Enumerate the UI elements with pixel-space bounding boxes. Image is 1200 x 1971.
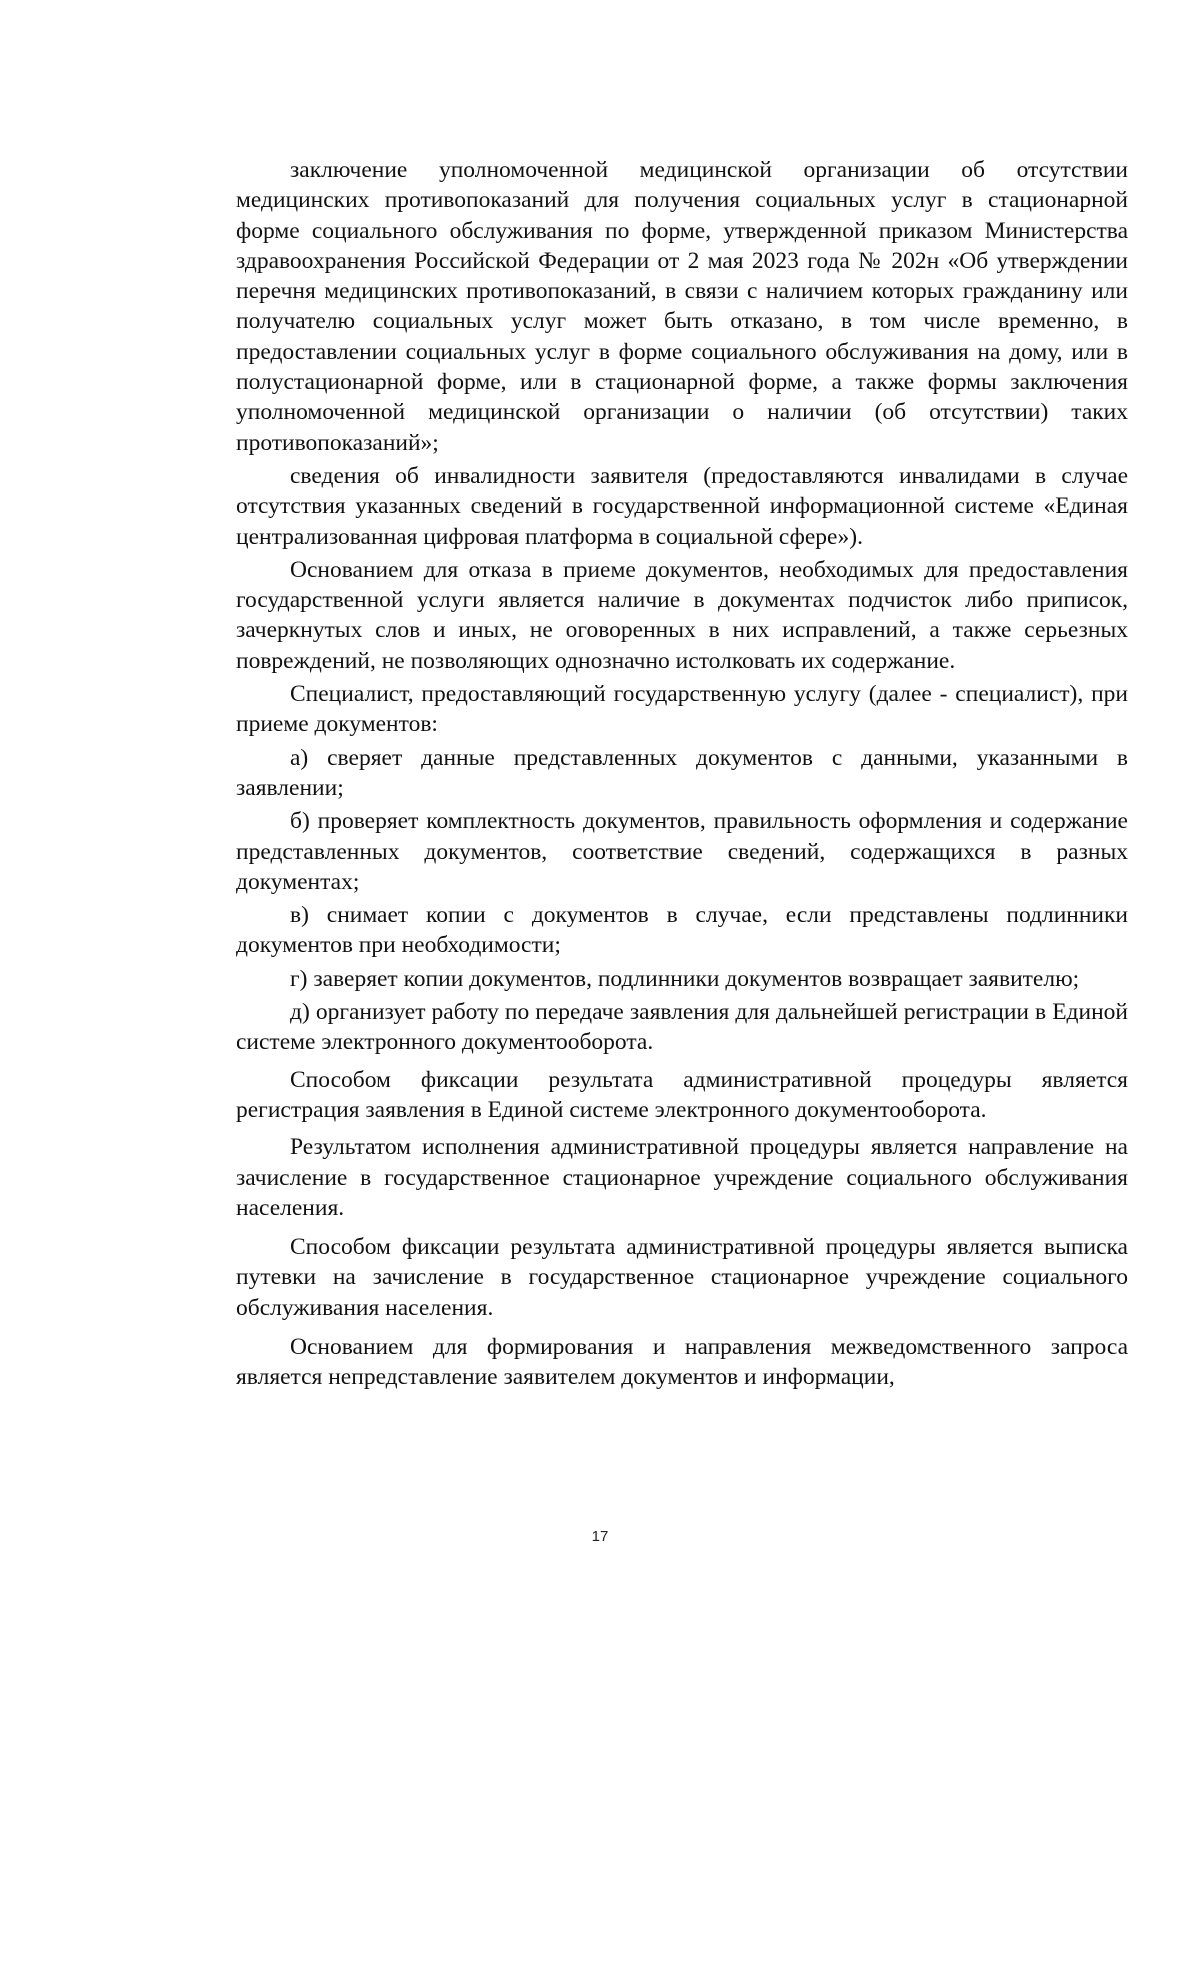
list-item-d: г) заверяет копии документов, подлинники документов возвращает заявителю; xyxy=(290,965,1080,992)
list-item-c: в) снимает копии с документов в случае, если представлены подлинники документов при необходимости; xyxy=(236,902,1128,959)
document-body xyxy=(236,155,1128,1393)
paragraph-interagency-request: Основанием для формирования и направления межведомственного запроса является непредставление заявителем документов и информации, xyxy=(236,1333,1128,1391)
paragraph-procedure-result: Результатом исполнения административной процедуры является направление на зачисление в государственное стационарное учреждение социального обслуживания населения. xyxy=(236,1134,1128,1221)
paragraph-registration-method: Способом фиксации результата административной процедуры является регистрация заявления в Единой системе электронного документооборота. xyxy=(236,1066,1128,1123)
paragraph-medical-conclusion: заключение уполномоченной медицинской организации об отсутствии медицинских противопоказаний для получения социальных услуг в стационарной форме социального обслуживания по форме, утвержденной приказом Министерства здравоохранения Российской Федерации от 2 мая 2023 года № 202н «Об утверждении перечня медицинских противопоказаний, в связи с наличием которых гражданину или получателю социальных услуг может быть отказано, в том числе временно, в предоставлении социальных услуг в форме социального обслуживания на дому, или в полустационарной форме, или в стационарной форме, а также формы заключения уполномоченной медицинской организации о наличии (об отсутствии) таких противопоказаний»; xyxy=(236,157,1128,456)
list-item-a: а) сверяет данные представленных документов с данными, указанными в заявлении; xyxy=(236,744,1128,801)
paragraph-refusal-grounds: Основанием для отказа в приеме документов, необходимых для предоставления государственной услуги является наличие в документах подчисток либо приписок, зачеркнутых слов и иных, не оговоренных в них исправлений, а также серьезных повреждений, не позволяющих однозначно истолковать их содержание. xyxy=(236,556,1128,674)
paragraph-voucher-method: Способом фиксации результата административной процедуры является выписка путевки на зачисление в государственное стационарное учреждение социального обслуживания населения. xyxy=(236,1234,1128,1321)
page-number: 17 xyxy=(591,1528,609,1545)
paragraph-specialist-intro: Специалист, предоставляющий государственную услугу (далее - специалист), при приеме документов: xyxy=(236,681,1128,738)
paragraph-disability-info: сведения об инвалидности заявителя (предоставляются инвалидами в случае отсутствия указанных сведений в государственной информационной системе «Единая централизованная цифровая платформа в социальной сфере»). xyxy=(236,462,1128,550)
list-item-b: б) проверяет комплектность документов, правильность оформления и содержание представленных документов, соответствие сведений, содержащихся в разных документах; xyxy=(236,808,1128,895)
list-item-e: д) организует работу по передаче заявления для дальнейшей регистрации в Единой системе электронного документооборота. xyxy=(236,999,1128,1056)
